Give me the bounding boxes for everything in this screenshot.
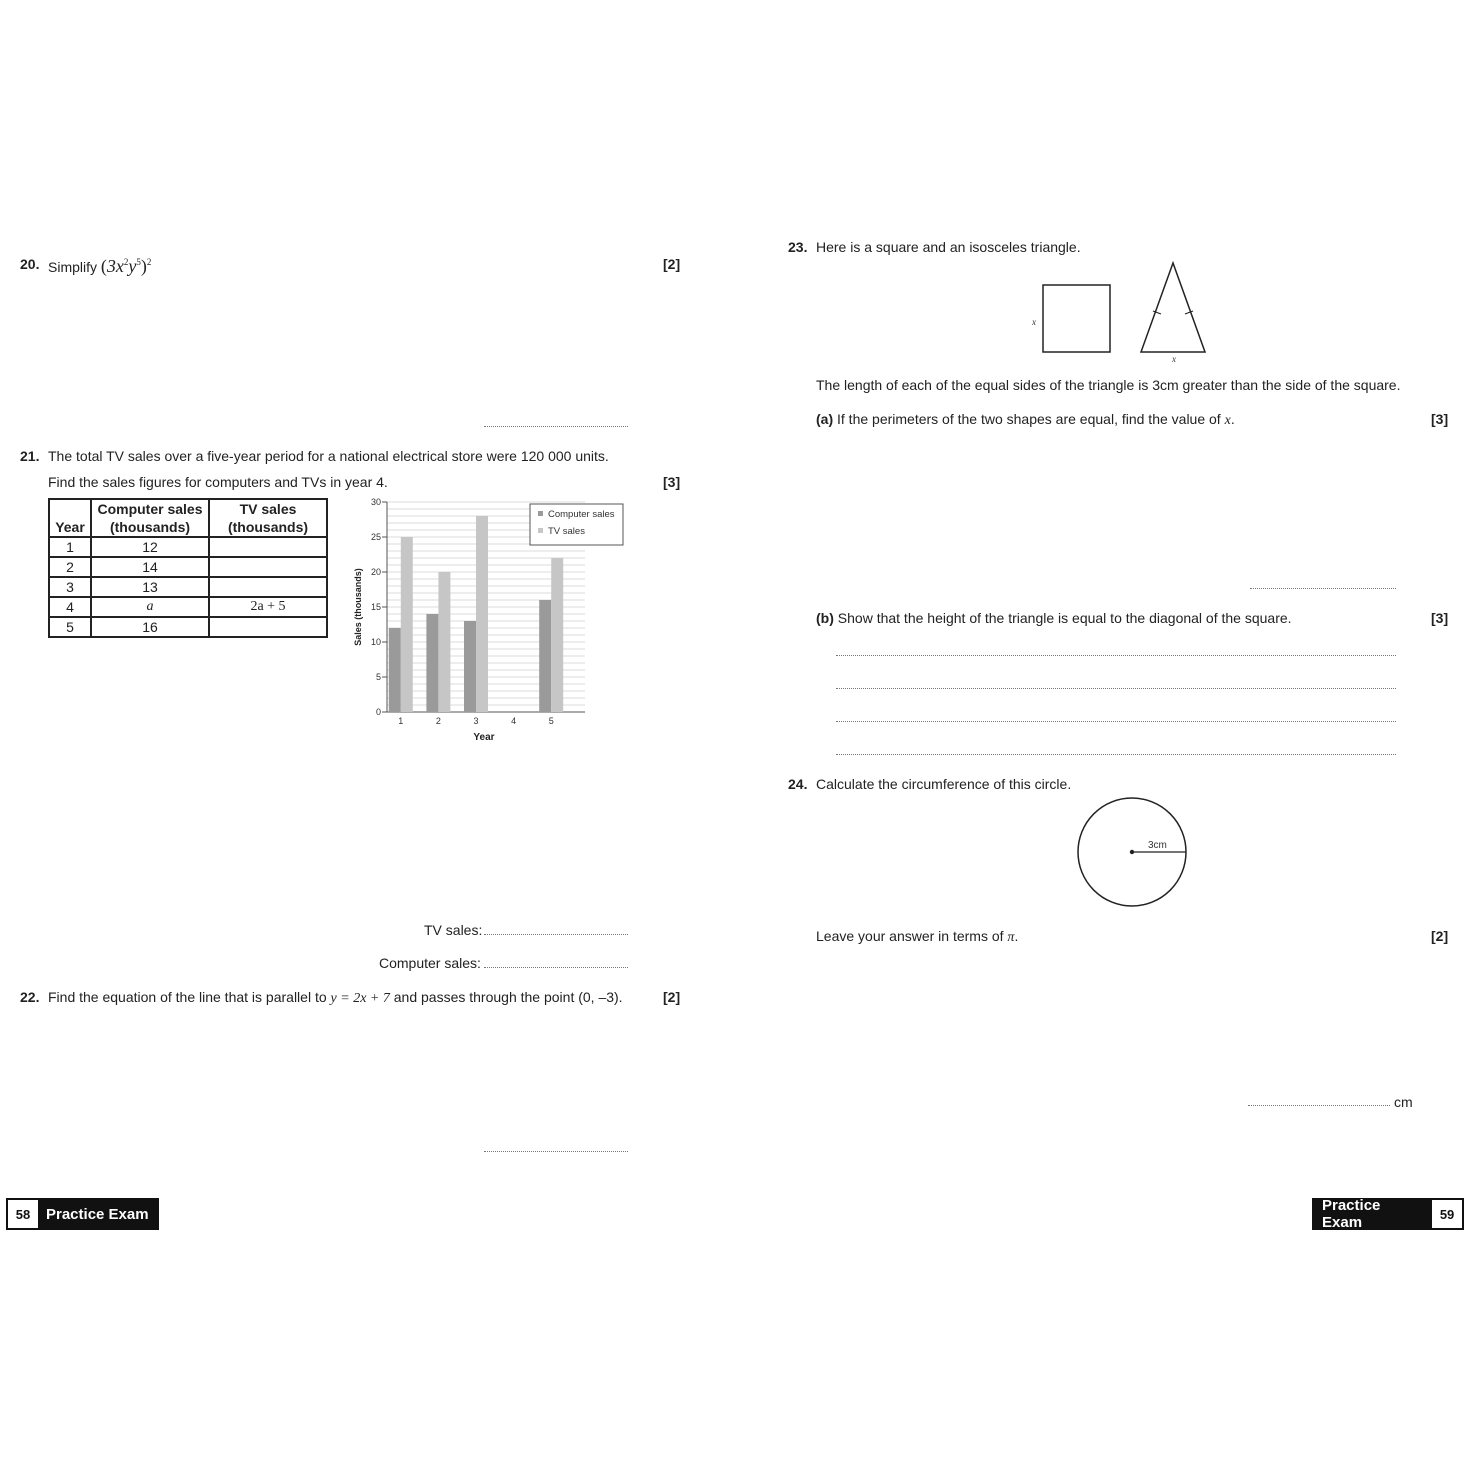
question-23-number: 23.	[788, 239, 808, 255]
question-23a-text	[816, 411, 1235, 429]
footer-right	[1312, 1198, 1464, 1230]
chart-legend-swatch	[538, 528, 543, 533]
table-row	[49, 597, 327, 617]
chart-x-tick-label: 2	[435, 716, 441, 726]
leave-text-period: .	[1014, 928, 1019, 944]
square-shape	[1043, 285, 1110, 352]
question-23b-text	[816, 610, 1292, 626]
computer-sales-answer-line[interactable]	[484, 967, 628, 968]
chart-bar	[551, 558, 563, 712]
table-cell-year: 5	[49, 617, 91, 637]
table-cell-tv	[209, 577, 327, 597]
question-22-equation: y = 2x + 7	[330, 991, 390, 1006]
question-22-marks: [2]	[663, 989, 681, 1005]
question-24-marks: [2]	[1431, 928, 1449, 944]
question-21-number: 21.	[20, 448, 40, 464]
chart-y-tick-label: 5	[375, 672, 381, 682]
chart-bar	[464, 621, 476, 712]
part-a-end: .	[1230, 411, 1235, 427]
table-cell-computer: 14	[91, 557, 209, 577]
chart-x-tick-label: 3	[473, 716, 479, 726]
question-24-text: Calculate the circumference of this circle.	[816, 776, 1072, 792]
question-20-expression: $(3x^2y^5)^2$	[100, 256, 152, 276]
expr-exp1: 2	[123, 257, 129, 267]
chart-y-tick-label: 15	[370, 602, 381, 612]
chart-y-tick-label: 20	[370, 567, 381, 577]
question-24-leave-text	[816, 928, 1018, 946]
question-20-number: 20.	[20, 256, 40, 272]
header-tv-sales: TV sales (thousands)	[209, 499, 327, 537]
footer-left	[6, 1198, 159, 1230]
question-20-prompt: Simplify	[48, 259, 98, 275]
chart-bar	[539, 600, 551, 712]
page-number-right: 59	[1432, 1200, 1462, 1228]
sales-bar-chart	[345, 492, 635, 750]
table-row	[49, 617, 327, 637]
triangle-base-label: x	[1172, 354, 1176, 364]
question-23b-marks: [3]	[1431, 610, 1449, 626]
part-a-prompt: If the perimeters of the two shapes are equal, find the value of	[837, 411, 1221, 427]
question-22-text-after: and passes through the point (0, –3).	[393, 989, 623, 1005]
table-cell-tv	[209, 617, 327, 637]
triangle-shape	[1141, 263, 1205, 352]
table-cell-computer: a	[91, 597, 209, 617]
question-23-intro: Here is a square and an isosceles triangle.	[816, 239, 1081, 255]
part-b-label: (b)	[816, 610, 834, 626]
part-a-variable: x	[1224, 413, 1231, 428]
table-cell-computer: 12	[91, 537, 209, 557]
table-cell-year: 1	[49, 537, 91, 557]
chart-legend-label: TV sales	[548, 526, 585, 537]
table-row	[49, 577, 327, 597]
question-23a-answer-line[interactable]	[1250, 588, 1396, 589]
question-23-statement: The length of each of the equal sides of the triangle is 3cm greater than the side of the square.	[816, 377, 1401, 393]
table-cell-year: 2	[49, 557, 91, 577]
table-cell-computer: 13	[91, 577, 209, 597]
pi-symbol: π	[1007, 930, 1015, 945]
table-row	[49, 537, 327, 557]
tv-sales-answer-line[interactable]	[484, 934, 628, 935]
page-number-left: 58	[8, 1200, 38, 1228]
chart-y-tick-label: 30	[370, 497, 381, 507]
chart-x-tick-label: 5	[548, 716, 554, 726]
footer-title-left: Practice Exam	[38, 1200, 157, 1228]
question-20-marks: [2]	[663, 256, 681, 272]
question-22-number: 22.	[20, 989, 40, 1005]
footer-title-right: Practice Exam	[1314, 1200, 1432, 1228]
chart-bar	[401, 537, 413, 712]
question-23b-answer-line-2[interactable]	[836, 688, 1396, 689]
circle-diagram	[1070, 790, 1194, 914]
expr-base: 3x	[106, 256, 124, 276]
chart-bar	[426, 614, 438, 712]
question-22-text	[48, 989, 623, 1007]
question-22-text-before: Find the equation of the line that is parallel to	[48, 989, 327, 1005]
question-24-answer-line[interactable]	[1248, 1105, 1390, 1106]
chart-y-axis-label: Sales (thousands)	[353, 568, 363, 646]
table-cell-computer: 16	[91, 617, 209, 637]
table-cell-tv	[209, 557, 327, 577]
chart-legend-swatch	[538, 511, 543, 516]
question-21-marks: [3]	[663, 474, 681, 490]
question-23b-answer-line-3[interactable]	[836, 721, 1396, 722]
computer-sales-answer-label: Computer sales:	[379, 955, 481, 971]
header-computer-sales: Computer sales (thousands)	[91, 499, 209, 537]
chart-y-tick-label: 10	[370, 637, 381, 647]
chart-bar	[438, 572, 450, 712]
question-23a-marks: [3]	[1431, 411, 1449, 427]
expr-y: y	[128, 256, 137, 276]
chart-x-tick-label: 1	[398, 716, 404, 726]
chart-y-tick-label: 0	[375, 707, 381, 717]
square-and-triangle-diagram	[1020, 256, 1220, 368]
table-row	[49, 557, 327, 577]
chart-x-tick-label: 4	[511, 716, 517, 726]
circle-center-dot	[1130, 850, 1134, 854]
expr-outer-exp: 2	[146, 257, 152, 267]
question-20-text	[48, 256, 151, 277]
question-23b-answer-line-4[interactable]	[836, 754, 1396, 755]
question-23b-answer-line-1[interactable]	[836, 655, 1396, 656]
chart-y-tick-label: 25	[370, 532, 381, 542]
table-cell-year: 4	[49, 597, 91, 617]
square-side-label: x	[1032, 317, 1036, 327]
chart-bar	[389, 628, 401, 712]
question-24-unit: cm	[1394, 1094, 1413, 1110]
table-cell-tv: 2a + 5	[209, 597, 327, 617]
header-year: Year	[49, 499, 91, 537]
chart-legend-label: Computer sales	[548, 509, 615, 520]
chart-x-axis-label: Year	[473, 732, 495, 743]
tv-sales-answer-label: TV sales:	[424, 922, 483, 938]
table-cell-year: 3	[49, 577, 91, 597]
expr-exp2: 5	[136, 257, 141, 267]
question-21-line1: The total TV sales over a five-year period for a national electrical store were 120 000 units.	[48, 448, 609, 464]
sales-table	[48, 498, 328, 638]
part-b-prompt: Show that the height of the triangle is equal to the diagonal of the square.	[837, 610, 1292, 626]
table-cell-tv	[209, 537, 327, 557]
question-21-line2: Find the sales figures for computers and TVs in year 4.	[48, 474, 388, 490]
question-24-number: 24.	[788, 776, 808, 792]
question-22-answer-line[interactable]	[484, 1151, 628, 1152]
chart-bar	[476, 516, 488, 712]
question-20-answer-line[interactable]	[484, 426, 628, 427]
circle-radius-label: 3cm	[1148, 840, 1167, 851]
sales-table-header-row	[49, 499, 327, 537]
part-a-label: (a)	[816, 411, 834, 427]
leave-text: Leave your answer in terms of	[816, 928, 1004, 944]
